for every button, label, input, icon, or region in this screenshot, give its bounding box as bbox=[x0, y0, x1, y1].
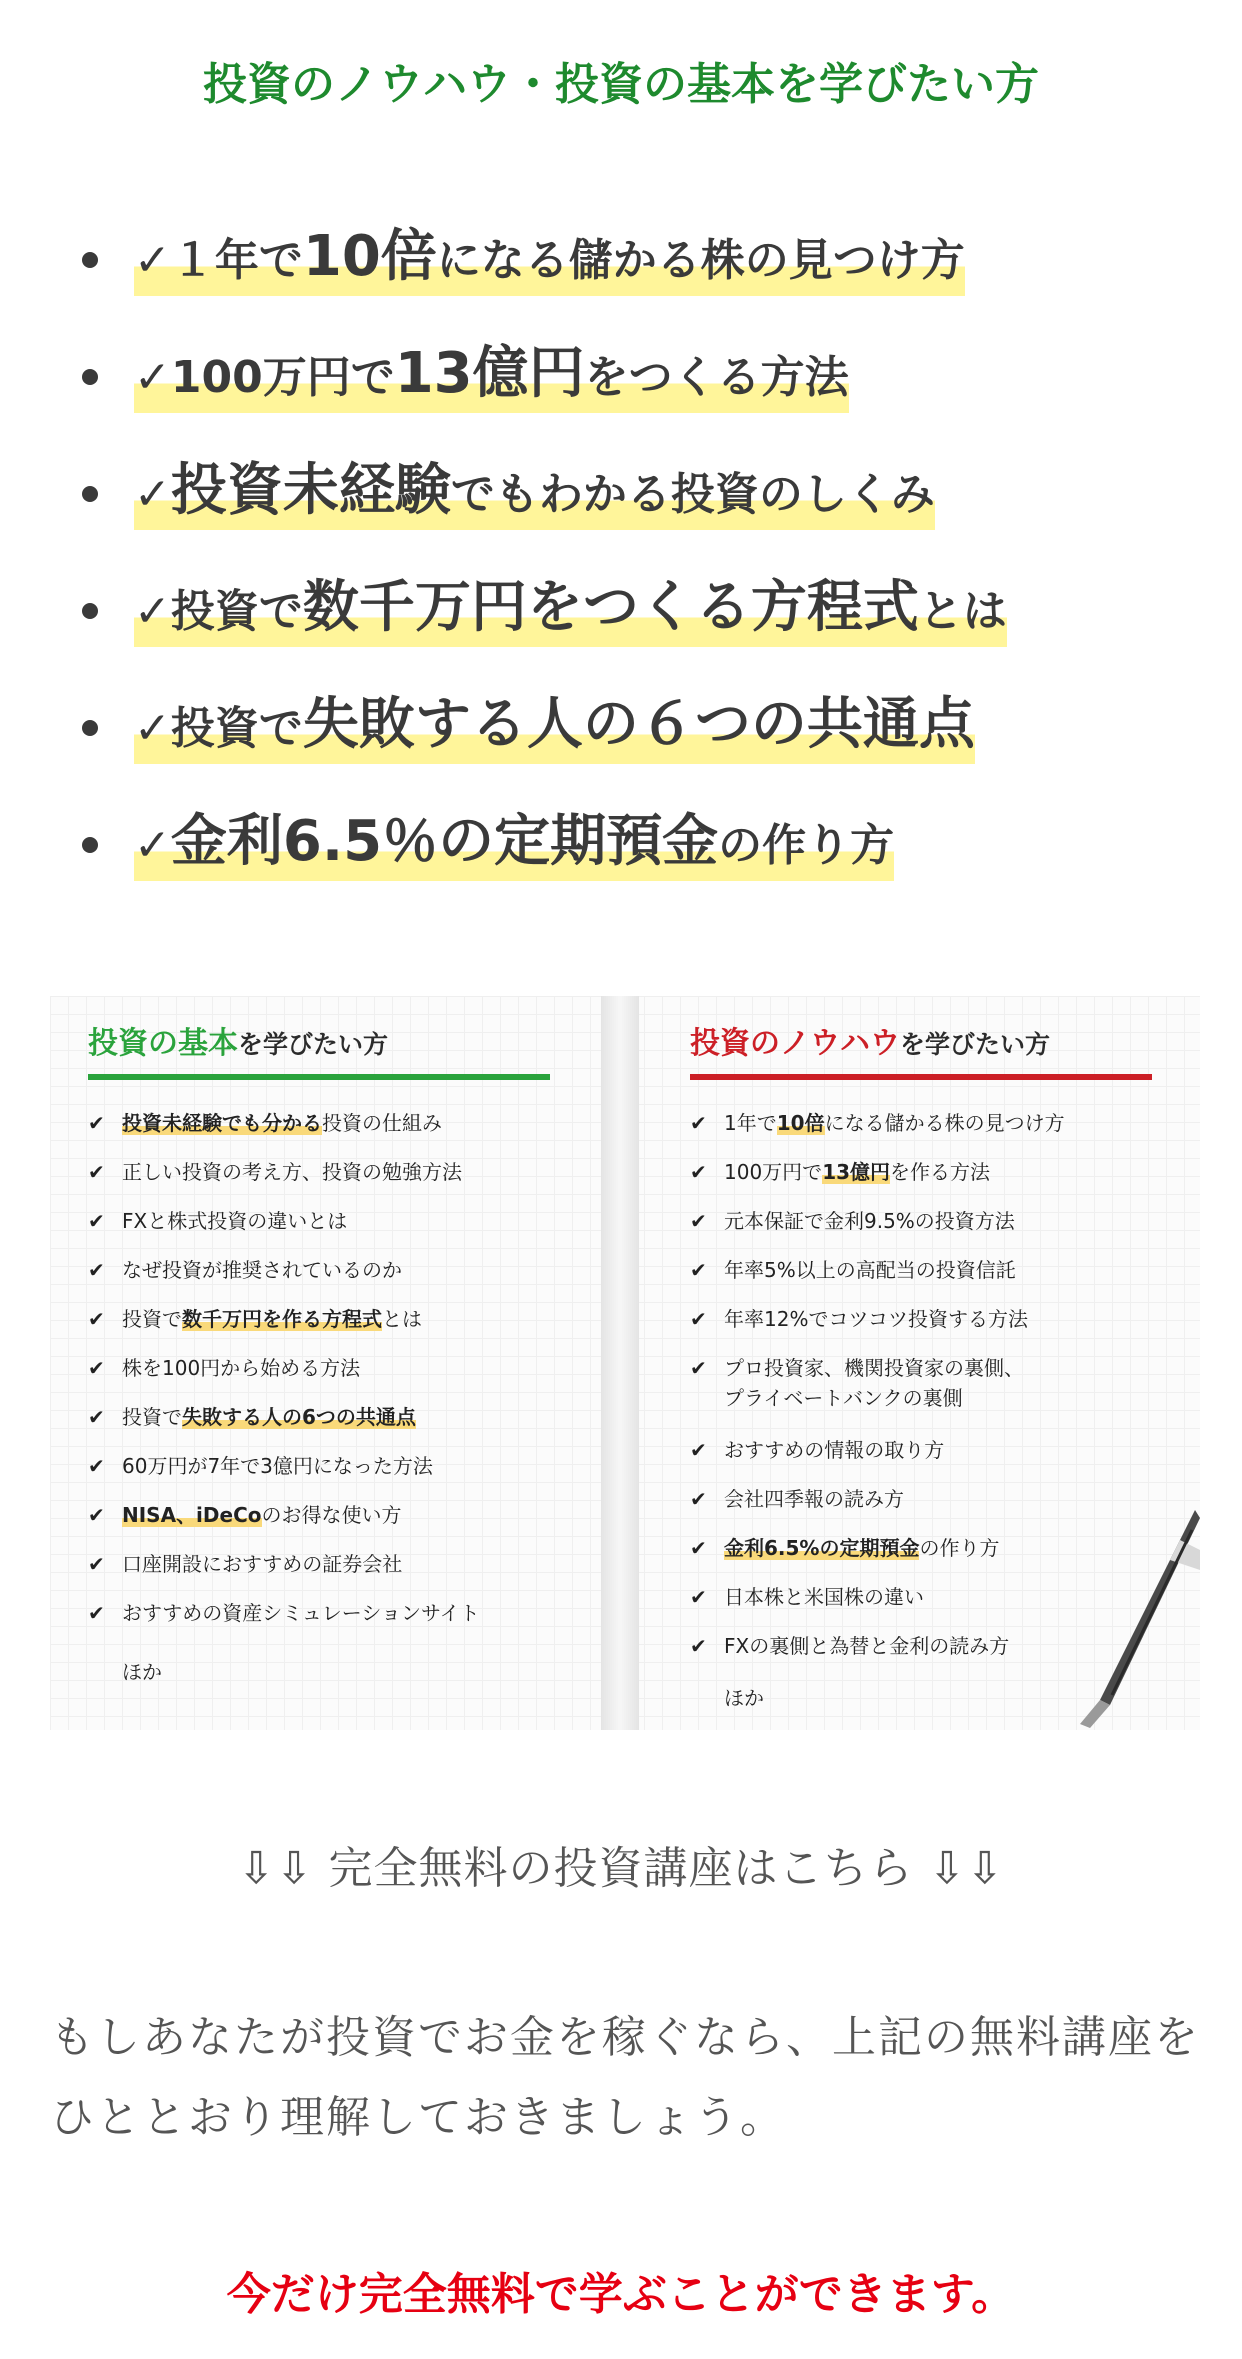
feature-post: をつくる方法 bbox=[584, 352, 849, 403]
knowhow-etc: ほか bbox=[724, 1686, 764, 1710]
bullet-icon bbox=[82, 720, 98, 736]
item-post: 投資の仕組み bbox=[322, 1111, 442, 1135]
feature-emphasis: 金利6.5％の定期預金 bbox=[170, 809, 719, 874]
bullet-icon bbox=[82, 603, 98, 619]
body-paragraph: もしあなたが投資でお金を稼ぐなら、上記の無料講座をひととおり理解しておきましょう。 bbox=[50, 2012, 1200, 2143]
check-icon: ✔ bbox=[690, 1487, 707, 1511]
pen-icon bbox=[1080, 1510, 1200, 1728]
check-icon: ✔ bbox=[88, 1209, 105, 1233]
feature-emphasis: 投資未経験 bbox=[170, 458, 451, 523]
feature-pre: ✓ bbox=[134, 820, 171, 871]
feature-emphasis: 13億円 bbox=[394, 341, 585, 406]
feature-pre: ✓100万円で bbox=[134, 352, 395, 403]
check-icon: ✔ bbox=[690, 1356, 707, 1380]
check-icon: ✔ bbox=[690, 1634, 707, 1658]
item-pre: 年率5%以上の高配当の投資信託 bbox=[724, 1258, 1016, 1282]
free-course-callout: ⇩⇩ 完全無料の投資講座はこちら ⇩⇩ bbox=[237, 1843, 1005, 1894]
feature-post: でもわかる投資のしくみ bbox=[450, 469, 935, 520]
feature-pre: ✓ bbox=[134, 469, 171, 520]
item-pre: 日本株と米国株の違い bbox=[724, 1585, 924, 1609]
feature-pre: ✓投資で bbox=[134, 586, 303, 637]
item-pre: おすすめの情報の取り方 bbox=[724, 1438, 945, 1462]
item-pre: 会社四季報の読み方 bbox=[724, 1487, 904, 1511]
item-post: を作る方法 bbox=[890, 1160, 991, 1184]
check-icon: ✔ bbox=[690, 1258, 707, 1282]
item-mark: 10倍 bbox=[776, 1111, 825, 1135]
item-pre: FXと株式投資の違いとは bbox=[122, 1209, 348, 1233]
item-post: とは bbox=[382, 1307, 422, 1331]
basics-column-title bbox=[88, 1018, 388, 1062]
knowhow-title-accent: 投資のノウハウ bbox=[690, 1026, 900, 1061]
item-mark: NISA、iDeCo bbox=[122, 1503, 262, 1527]
item-pre: 元本保証で金利9.5%の投資方法 bbox=[724, 1209, 1015, 1233]
check-icon: ✔ bbox=[690, 1536, 707, 1560]
check-icon: ✔ bbox=[88, 1552, 105, 1576]
item-pre: 60万円が7年で3億円になった方法 bbox=[122, 1454, 433, 1478]
bullet-icon bbox=[82, 369, 98, 385]
bullet-icon bbox=[82, 252, 98, 268]
feature-emphasis: 10倍 bbox=[302, 224, 437, 289]
page-heading: 投資のノウハウ・投資の基本を学びたい方 bbox=[203, 59, 1039, 110]
course-comparison-image bbox=[50, 996, 1200, 1730]
item-pre: おすすめの資産シミュレーションサイト bbox=[122, 1601, 480, 1625]
bullet-icon bbox=[82, 837, 98, 853]
check-icon: ✔ bbox=[690, 1307, 707, 1331]
knowhow-column-title bbox=[690, 1018, 1050, 1062]
item-pre: 正しい投資の考え方、投資の勉強方法 bbox=[122, 1160, 462, 1184]
panel-divider bbox=[601, 996, 639, 1730]
feature-pre: ✓１年で bbox=[134, 235, 303, 286]
check-icon: ✔ bbox=[690, 1585, 707, 1609]
item-mark: 数千万円を作る方程式 bbox=[182, 1307, 382, 1331]
basics-etc: ほか bbox=[122, 1660, 162, 1684]
bullet-icon bbox=[82, 486, 98, 502]
item-pre: 100万円で bbox=[724, 1160, 823, 1184]
item-pre: なぜ投資が推奨されているのか bbox=[122, 1258, 402, 1282]
basics-title-rule bbox=[88, 1074, 550, 1080]
check-icon: ✔ bbox=[88, 1503, 105, 1527]
item-pre: プロ投資家、機関投資家の裏側、 bbox=[724, 1356, 1024, 1380]
item-pre: 投資で bbox=[122, 1405, 182, 1429]
basics-title-accent: 投資の基本 bbox=[88, 1026, 238, 1061]
feature-emphasis: 失敗する人の６つの共通点 bbox=[302, 692, 975, 757]
check-icon: ✔ bbox=[690, 1160, 707, 1184]
knowhow-title-rest: を学びたい方 bbox=[900, 1030, 1051, 1059]
feature-pre: ✓投資で bbox=[134, 703, 303, 754]
item-mark: 失敗する人の6つの共通点 bbox=[182, 1405, 416, 1429]
feature-post: の作り方 bbox=[718, 820, 895, 871]
check-icon: ✔ bbox=[88, 1601, 105, 1625]
item-mark: 金利6.5%の定期預金 bbox=[724, 1536, 920, 1560]
check-icon: ✔ bbox=[88, 1454, 105, 1478]
check-icon: ✔ bbox=[88, 1160, 105, 1184]
item-line2: プライベートバンクの裏側 bbox=[724, 1386, 963, 1410]
check-icon: ✔ bbox=[88, 1405, 105, 1429]
feature-post: とは bbox=[918, 586, 1007, 637]
promo-text: 今だけ完全無料で学ぶことができます。 bbox=[226, 2269, 1016, 2320]
item-pre: 口座開設におすすめの証券会社 bbox=[122, 1552, 403, 1576]
item-post: のお得な使い方 bbox=[261, 1503, 402, 1527]
check-icon: ✔ bbox=[88, 1307, 105, 1331]
feature-emphasis: 数千万円をつくる方程式 bbox=[302, 575, 919, 640]
check-icon: ✔ bbox=[690, 1209, 707, 1233]
check-icon: ✔ bbox=[690, 1111, 707, 1135]
check-icon: ✔ bbox=[690, 1438, 707, 1462]
item-pre: 年率12%でコツコツ投資する方法 bbox=[724, 1307, 1029, 1331]
item-mark: 13億円 bbox=[822, 1160, 891, 1184]
item-pre: 投資で bbox=[122, 1307, 182, 1331]
check-icon: ✔ bbox=[88, 1258, 105, 1282]
feature-post: になる儲かる株の見つけ方 bbox=[436, 235, 965, 286]
basics-title-rest: を学びたい方 bbox=[238, 1030, 389, 1059]
knowhow-title-rule bbox=[690, 1074, 1152, 1080]
item-mark: 投資未経験でも分かる bbox=[122, 1111, 322, 1135]
check-icon: ✔ bbox=[88, 1111, 105, 1135]
pen-illustration bbox=[1060, 1500, 1200, 1730]
item-pre: 株を100円から始める方法 bbox=[122, 1356, 361, 1380]
check-icon: ✔ bbox=[88, 1356, 105, 1380]
item-pre: FXの裏側と為替と金利の読み方 bbox=[724, 1634, 1010, 1658]
item-post: の作り方 bbox=[919, 1536, 1000, 1560]
item-post: になる儲かる株の見つけ方 bbox=[824, 1111, 1065, 1135]
item-pre: 1年で bbox=[724, 1111, 777, 1135]
